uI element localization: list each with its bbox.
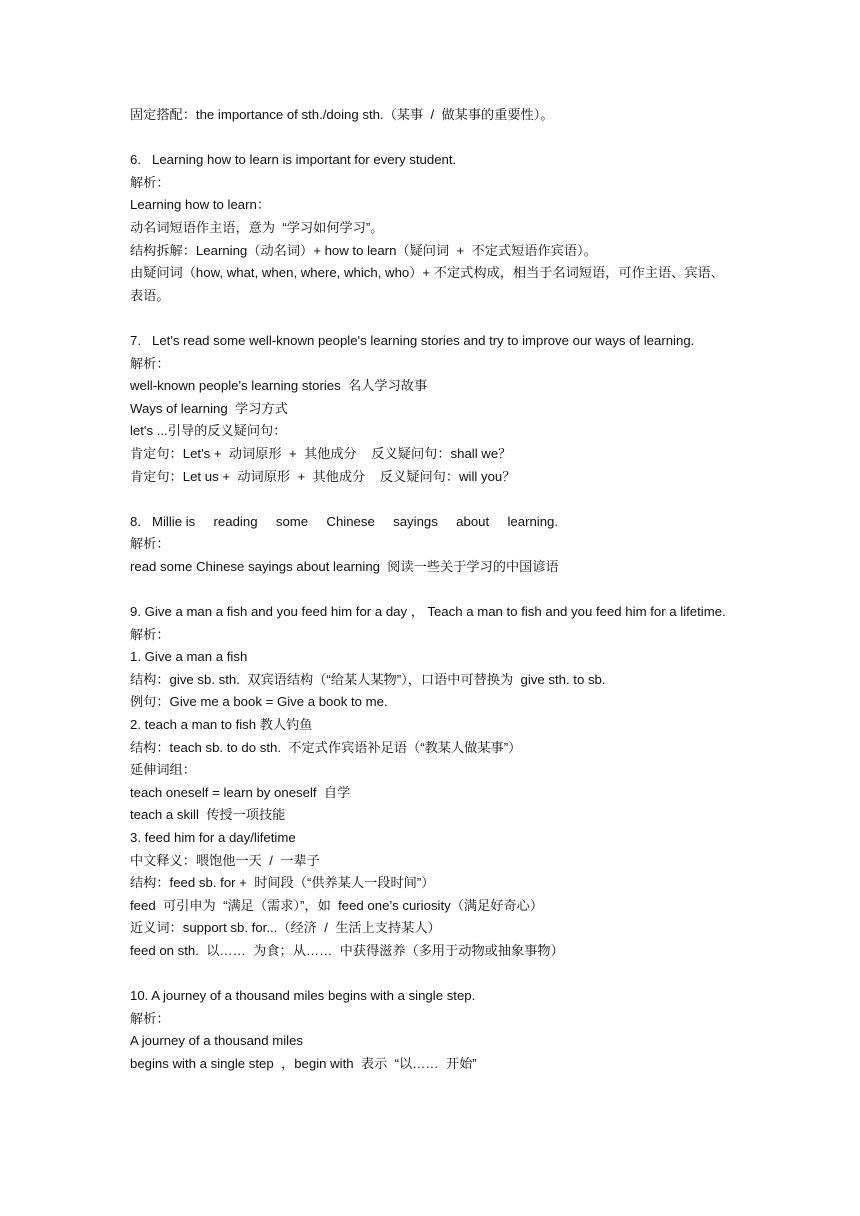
item-9-point-3-feed-on: feed on sth. 以…… 为食；从…… 中获得滋养（多用于动物或抽象事物） bbox=[130, 942, 564, 958]
item-9-point-2-structure: 结构：teach sb. to do sth. 不定式作宾语补足语（“教某人做某事”） bbox=[130, 739, 522, 755]
item-6-line-a: Learning how to learn： bbox=[130, 197, 271, 213]
fixed-collocation-line: 固定搭配：the importance of sth./doing sth.（某事 / 做某事的重要性）。 bbox=[130, 107, 554, 122]
item-10-line-a: A journey of a thousand miles bbox=[130, 1033, 304, 1049]
item-9-point-3-synonym: 近义词：support sb. for...（经济 / 生活上支持某人） bbox=[130, 920, 441, 936]
item-9-point-3: 3. feed him for a day/lifetime bbox=[130, 830, 296, 845]
item-7-sentence: 7. Let's read some well-known people's learning stories and try to improve our ways of learning. bbox=[130, 332, 695, 348]
spacer bbox=[130, 578, 736, 601]
item-6-line-d: 由疑问词（how, what, when, where, which, who）+ 不定式构成，相当于名词短语，可作主语、宾语、表语。 bbox=[130, 265, 724, 303]
item-9-point-2: 2. teach a man to fish 教人钓鱼 bbox=[130, 717, 313, 733]
item-6-sentence: 6. Learning how to learn is important for every student. bbox=[130, 152, 457, 168]
item-9-point-1-example: 例句：Give me a book = Give a book to me. bbox=[130, 694, 388, 710]
item-7-line-a: well-known people's learning stories 名人学习故事 bbox=[130, 378, 428, 394]
spacer bbox=[130, 127, 736, 150]
item-8-line-a: read some Chinese sayings about learning 阅读一些关于学习的中国谚语 bbox=[130, 558, 559, 574]
item-10-sentence: 10. A journey of a thousand miles begins with a single step. bbox=[130, 988, 476, 1004]
document-body bbox=[130, 104, 736, 1076]
item-7-line-c: let's ...引导的反义疑问句： bbox=[130, 423, 287, 439]
spacer bbox=[130, 307, 736, 330]
item-9-point-2-phrase-1: teach oneself = learn by oneself 自学 bbox=[130, 784, 351, 800]
item-6-analysis-label: 解析： bbox=[130, 174, 170, 190]
item-9-point-3-extended: feed 可引申为 “满足（需求）”，如 feed one’s curiosity（满足好奇心） bbox=[130, 897, 544, 913]
item-7-line-e: 肯定句：Let us + 动词原形 + 其他成分 反义疑问句：will you？ bbox=[130, 468, 516, 484]
item-8-analysis-label: 解析： bbox=[130, 536, 170, 552]
item-9-point-1: 1. Give a man a fish bbox=[130, 649, 248, 665]
item-9-point-3-structure: 结构：feed sb. for + 时间段（“供养某人一段时间”） bbox=[130, 875, 435, 891]
item-6-line-b: 动名词短语作主语，意为 “学习如何学习”。 bbox=[130, 219, 384, 235]
item-9-point-3-meaning: 中文释义：喂饱他一天 / 一辈子 bbox=[130, 852, 320, 868]
item-9-point-2-phrase-2: teach a skill 传授一项技能 bbox=[130, 807, 286, 823]
item-9-analysis-label: 解析： bbox=[130, 626, 170, 642]
spacer bbox=[130, 963, 736, 986]
item-7-line-b: Ways of learning 学习方式 bbox=[130, 400, 288, 416]
item-6-line-c: 结构拆解：Learning（动名词）+ how to learn（疑问词 + 不定式短语作宾语）。 bbox=[130, 242, 597, 258]
item-10-analysis-label: 解析： bbox=[130, 1010, 170, 1026]
item-7-analysis-label: 解析： bbox=[130, 355, 170, 371]
spacer bbox=[130, 488, 736, 511]
item-8-sentence: 8. Millie is reading some Chinese sayings about learning. bbox=[130, 513, 559, 529]
item-9-point-2-extension: 延伸词组： bbox=[130, 762, 196, 778]
item-9-sentence: 9. Give a man a fish and you feed him for a day ， Teach a man to fish and you feed him for a lifetime. bbox=[130, 604, 726, 620]
item-10-line-b: begins with a single step ，begin with 表示 “以…… 开始” bbox=[130, 1055, 477, 1071]
item-9-point-1-structure: 结构：give sb. sth. 双宾语结构（“给某人某物”），口语中可替换为 give sth. to sb. bbox=[130, 671, 606, 687]
item-7-line-d: 肯定句：Let's + 动词原形 + 其他成分 反义疑问句：shall we？ bbox=[130, 445, 512, 461]
